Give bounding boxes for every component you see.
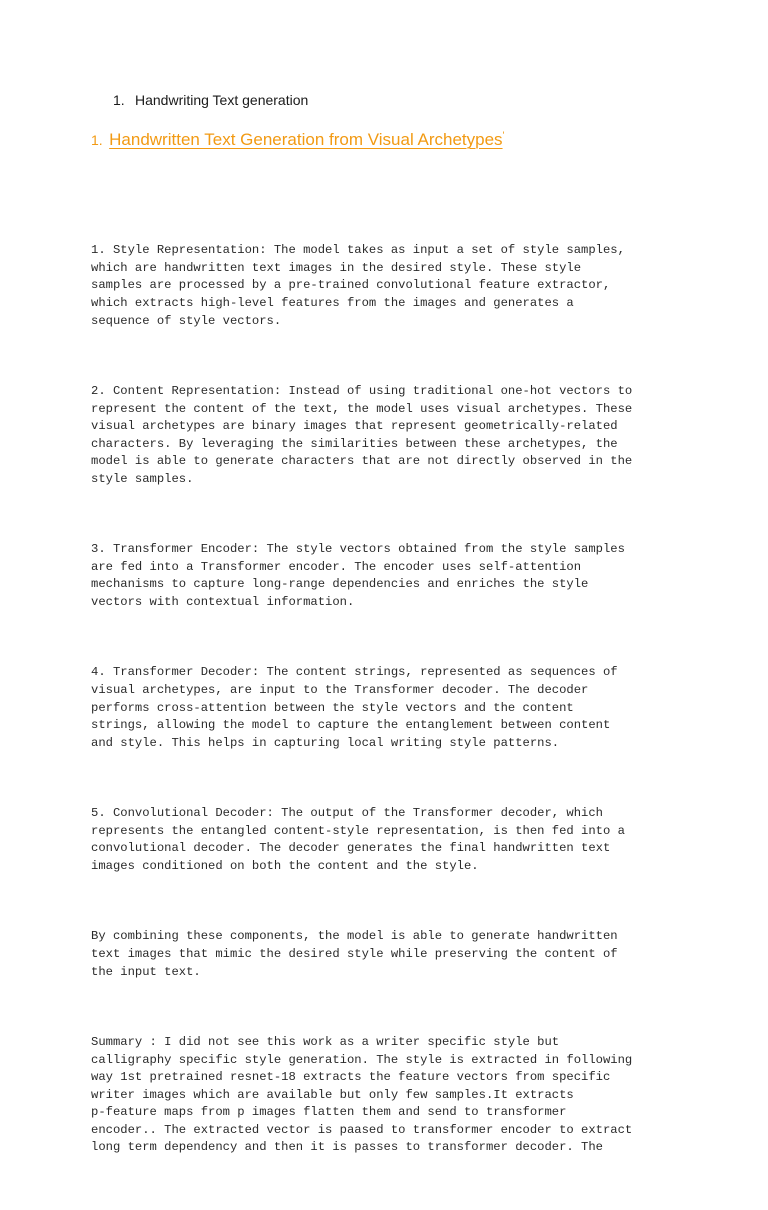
paper-title-text[interactable]: Handwritten Text Generation from Visual Archetypes bbox=[109, 130, 503, 149]
paper-title-number: 1. bbox=[91, 132, 103, 148]
list-heading-number: 1. bbox=[113, 92, 125, 108]
paragraph-transformer-encoder: 3. Transformer Encoder: The style vectors obtained from the style samples are fed into a Transformer encoder. The encoder uses self-attention mechanisms to capture long-range dependencies and enriches the style vectors with contextual information. bbox=[91, 542, 625, 610]
paragraph-summary: Summary : I did not see this work as a writer specific style but calligraphy specific style generation. The style is extracted in following way 1st pretrained resnet-18 extracts the feature vectors from specific writer images which are available but only few samples.It extracts p-feature maps from p images flatten them and send to transformer encoder.. The extracted vector is paased to transformer encoder to extract long term dependency and then it is passes to transformer decoder. The bbox=[91, 1034, 633, 1155]
body-text bbox=[91, 207, 691, 1210]
list-heading-text: Handwriting Text generation bbox=[135, 92, 309, 108]
list-heading bbox=[113, 92, 308, 108]
paragraph-combining: By combining these components, the model is able to generate handwritten text images that mimic the desired style while preserving the content of the input text. bbox=[91, 929, 618, 979]
paragraph-content-representation: 2. Content Representation: Instead of using traditional one-hot vectors to represent the content of the text, the model uses visual archetypes. These visual archetypes are binary images that represent geometrically-related characters. By leveraging the similarities between these archetypes, the model is able to generate characters that are not directly observed in the style samples. bbox=[91, 383, 633, 486]
paragraph-convolutional-decoder: 5. Convolutional Decoder: The output of the Transformer decoder, which represents the entangled content-style representation, is then fed into a convolutional decoder. The decoder generates the final handwritten text images conditioned on both the content and the style. bbox=[91, 806, 625, 873]
paragraph-style-representation: 1. Style Representation: The model takes as input a set of style samples, which are handwritten text images in the desired style. These style samples are processed by a pre-trained convolutional feature extractor, which extracts high-level features from the images and generates a sequence of style vectors. bbox=[91, 243, 625, 328]
paper-title-marker: ' bbox=[502, 130, 505, 142]
paragraph-transformer-decoder: 4. Transformer Decoder: The content strings, represented as sequences of visual archetypes, are input to the Transformer decoder. The decoder performs cross-attention between the style vectors and the content strings, allowing the model to capture the entanglement between content and style. This helps in capturing local writing style patterns. bbox=[91, 665, 618, 750]
paper-title-link[interactable] bbox=[91, 130, 504, 150]
